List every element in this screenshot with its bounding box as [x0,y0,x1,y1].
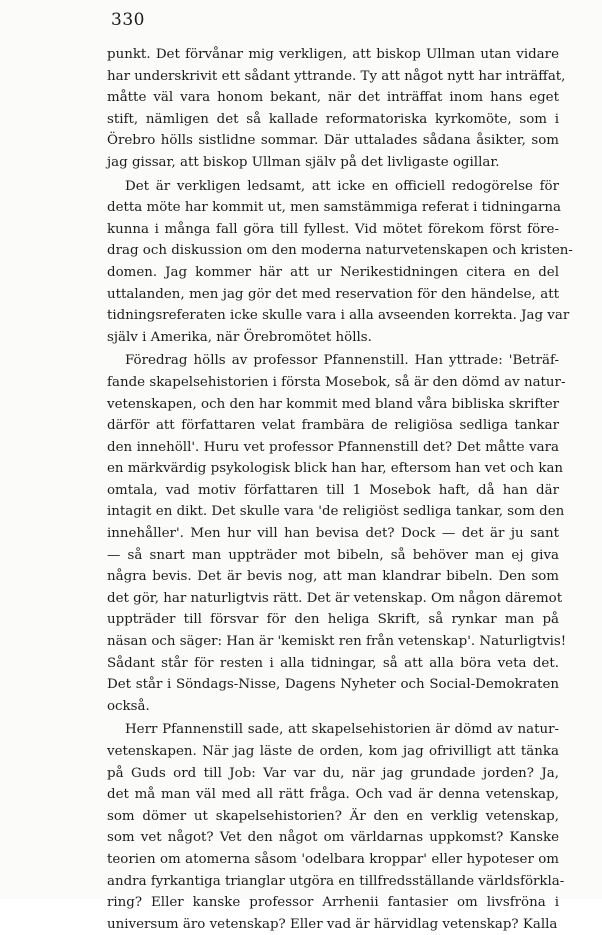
text-line: Herr Pfannenstill sade, att skapelsehistorien är dömd av natur- [125,722,559,738]
text-line: Det är verkligen ledsamt, att icke en officiell redogörelse för [125,178,559,194]
text-line: tidningsreferaten icke skulle vara i alla avseenden korrekta. Jag var [107,308,570,324]
text-line: fande skapelsehistorien i första Mosebok, så är den dömd av natur- [107,374,566,390]
text-line: Föredrag hölls av professor Pfannenstill. Han yttrade: 'Beträf- [125,353,559,369]
text-line: det må man väl med all rätt fråga. Och vad är denna vetenskap, [107,787,559,803]
text-line: som dömer ut skapelsehistorien? Är den en verklig vetenskap, [107,808,559,824]
paragraph [107,44,566,174]
text-line: punkt. Det förvånar mig verkligen, att biskop Ullman utan vidare [107,47,559,62]
text-line: på Guds ord till Job: Var var du, när jag grundade jorden? Ja, [107,765,559,781]
text-line: innehåller'. Men hur vill han bevisa det? Dock — det är ju sant [107,526,559,542]
text-line: det gör, har naturligtvis rätt. Det är vetenskap. Om någon däremot [107,590,563,606]
text-line: måtte väl vara honom bekant, när det inträffat inom hans eget [107,90,559,106]
text-line: som vet något? Vet den något om världarnas uppkomst? Kanske [107,830,559,846]
text-line: stift, nämligen det så kallade reformatoriska kyrkomöte, som i [107,111,559,127]
body-text [107,44,573,935]
text-line: omtala, vad motiv författaren till 1 Mosebok haft, då han där [107,482,559,498]
text-line: näsan och säger: Han är 'kemiskt ren från vetenskap'. Naturligtvis! [107,634,567,650]
text-line: andra fyrkantiga trianglar utgöra en tillfredsställande världsförkla- [107,873,565,889]
text-line: också. [107,698,150,714]
text-line: — så snart man uppträder mot bibeln, så behöver man ej giva [107,547,559,563]
text-line: teorien om atomerna såsom 'odelbara kroppar' eller hypoteser om [107,851,559,867]
text-line: en märkvärdig psykologisk blick han har, eftersom han vet och kan [107,461,564,477]
text-line: Örebro hölls sistlidne sommar. Där uttalades sådana åsikter, som [107,133,559,149]
text-line: har underskrivit ett sådant yttrande. Ty att något nytt har inträffat, [107,68,566,84]
text-line: kunna i många fall göra till fyllest. Vid mötet förekom först före- [107,221,559,237]
text-line: intagit en dikt. Det skulle vara 'de religiöst sedliga tankar, som den [107,504,565,520]
text-line: själv i Amerika, när Örebromötet hölls. [107,329,372,345]
paragraph [107,176,573,349]
text-line: vetenskapen. När jag läste de orden, kom jag ofrivilligt att tänka [107,744,559,759]
text-line: några bevis. Det är bevis nog, att man klandrar bibeln. Den som [107,569,559,585]
page-number: 330 [111,10,145,30]
text-line: Det står i Söndags-Nisse, Dagens Nyheter och Social-Demokraten [107,677,559,693]
text-line: därför att författaren velat frambära de religiösa sedliga tankar [107,418,559,434]
paragraph [107,350,567,717]
text-line: den innehöll'. Huru vet professor Pfannenstill det? Det måtte vara [107,439,559,455]
text-line: uppträder till försvar för den heliga Skrift, så rynkar man på [107,612,559,628]
paragraph [107,719,565,935]
text-line: uttalanden, men jag gör det med reservation för den händelse, att [107,286,559,302]
text-line: ring? Eller kanske professor Arrhenii fantasier om livsfröna i [107,895,559,911]
text-line: vetenskapen, och den har kommit med bland våra bibliska skrifter [107,396,560,412]
text-line: universum äro vetenskap? Eller vad är härvidlag vetenskap? Kalla [107,916,558,932]
text-line: jag gissar, att biskop Ullman själv på det livligaste ogillar. [107,154,500,170]
text-line: domen. Jag kommer här att ur Nerikestidningen citera en del [107,264,559,280]
text-line: detta möte har kommit ut, men samstämmiga referat i tidningarna [107,200,561,216]
text-line: Sådant står för resten i alla tidningar, så att alla böra veta det. [107,655,559,671]
text-line: drag och diskussion om den moderna naturvetenskapen och kristen- [107,243,573,259]
